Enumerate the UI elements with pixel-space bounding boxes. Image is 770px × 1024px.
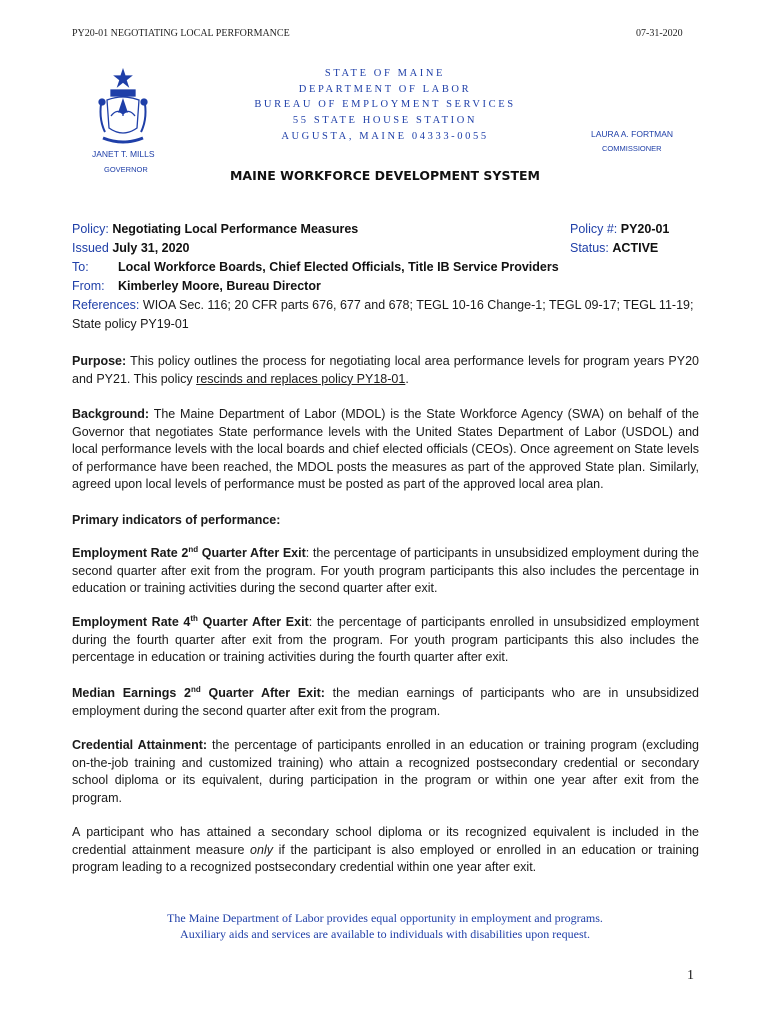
median-sup: nd — [190, 684, 201, 694]
median-label-b: Quarter After Exit: — [200, 686, 325, 700]
letterhead-bureau: BUREAU OF EMPLOYMENT SERVICES — [254, 99, 516, 110]
participant-text-a: A participant who has attained a secondary school diploma or its recognized equivalent is included in the credential attainment measure — [72, 825, 699, 857]
policy-name: Negotiating Local Performance Measures — [112, 222, 359, 236]
emp4-label-b: Quarter After Exit — [197, 615, 309, 629]
emp4-label — [72, 615, 309, 629]
credential-attainment-paragraph — [72, 737, 699, 807]
purpose-text: This policy outlines the process for negotiating local area performance levels for program years PY20 and PY21. This policy — [72, 354, 699, 386]
policy-number-label: Policy #: — [570, 222, 618, 236]
median-label-a: Median Earnings 2 — [72, 686, 191, 700]
policy-label: Policy: — [72, 222, 109, 236]
governor-name: JANET T. MILLS — [92, 149, 155, 159]
footer-auxiliary-aids: Auxiliary aids and services are available to individuals with disabilities upon request. — [180, 927, 590, 941]
rescind-policy-link[interactable]: rescinds and replaces policy PY18-01 — [196, 371, 406, 386]
letterhead-city: AUGUSTA, MAINE 04333-0055 — [281, 131, 489, 142]
from-sender: Kimberley Moore, Bureau Director — [118, 279, 321, 293]
document-title: MAINE WORKFORCE DEVELOPMENT SYSTEM — [229, 168, 540, 183]
indicators-heading: Primary indicators of performance: — [72, 513, 281, 527]
emp2-label — [72, 546, 306, 560]
references-label: References: — [72, 298, 140, 312]
commissioner-title: COMMISSIONER — [602, 144, 662, 153]
references-list: WIOA Sec. 116; 20 CFR parts 676, 677 and 678; TEGL 10-16 Change-1; TEGL 09-17; TEGL 11-19; — [142, 298, 694, 312]
participant-text-b: if the participant is also employed or enrolled in an education or training program leading to a recognized postsecondary credential within one year after exit. — [72, 842, 699, 875]
employment-rate-4th-paragraph — [72, 614, 699, 667]
emp2-text: : the percentage of participants in unsubsidized employment during the second quarter after exit from the program. For youth program participants this also includes the percentage in education or training activities during the second quarter after exit. — [72, 546, 699, 596]
maine-state-seal-icon — [97, 68, 149, 150]
emp2-label-b: Quarter After Exit — [198, 546, 306, 560]
emp2-label-a: Employment Rate 2 — [72, 546, 189, 560]
purpose-label: Purpose: — [72, 354, 127, 368]
letterhead-state: STATE OF MAINE — [324, 68, 446, 79]
governor-title: GOVERNOR — [104, 165, 148, 174]
to-label: To: — [72, 260, 89, 274]
emp4-sup: th — [190, 613, 198, 623]
to-recipients: Local Workforce Boards, Chief Elected Officials, Title IB Service Providers — [118, 260, 559, 274]
background-paragraph — [72, 406, 699, 494]
commissioner-name: LAURA A. FORTMAN — [591, 129, 674, 139]
issued-label: Issued — [72, 241, 109, 255]
median-earnings-paragraph — [72, 685, 699, 720]
participant-paragraph — [72, 824, 699, 877]
letterhead-street: 55 STATE HOUSE STATION — [292, 115, 478, 126]
purpose-end: . — [405, 371, 409, 386]
status-value: ACTIVE — [612, 241, 659, 255]
credential-text: the percentage of participants enrolled in an education or training program (excluding on-the-job training and customized training) who attain a recognized postsecondary credential or secondary school diploma or its equivalent, during participation in the program or within one year after exit from the program. — [72, 738, 699, 805]
references-list-cont: State policy PY19-01 — [72, 317, 189, 331]
participant-italic: only — [250, 842, 273, 857]
from-label: From: — [72, 279, 105, 293]
running-header-date: 07-31-2020 — [636, 28, 683, 39]
background-label: Background: — [72, 407, 150, 421]
issued-date: July 31, 2020 — [112, 241, 190, 255]
policy-metadata — [72, 220, 699, 334]
status-label: Status: — [570, 241, 609, 255]
page-number: 1 — [687, 968, 694, 983]
median-label — [72, 686, 325, 700]
letterhead-department: DEPARTMENT OF LABOR — [298, 84, 472, 95]
emp2-sup: nd — [188, 544, 199, 554]
running-header-left: PY20-01 NEGOTIATING LOCAL PERFORMANCE — [72, 28, 290, 39]
footer-equal-opportunity: The Maine Department of Labor provides equal opportunity in employment and programs. — [167, 911, 603, 925]
credential-label: Credential Attainment: — [72, 738, 208, 752]
policy-number: PY20-01 — [620, 222, 670, 236]
background-text: The Maine Department of Labor (MDOL) is the State Workforce Agency (SWA) on behalf of the Governor that negotiates State performance levels with the United States Department of Labor (USDOL) and local performance levels with the local boards and chief elected officials (CEOs). Once agreement on State levels of performance have been reached, the MDOL posts the measures as part of the approved State plan. Similarly, agreed upon local levels of performance must be posted as part of the approved local area plan. — [72, 407, 699, 492]
median-text: the median earnings of participants who are in unsubsidized employment during the second quarter after exit from the program. — [72, 686, 699, 718]
emp4-text: : the percentage of participants enrolled in unsubsidized employment during the fourth quarter after exit from the program. For youth program participants this also includes the percentage in education or training activities during the fourth quarter after exit. — [72, 615, 699, 665]
purpose-paragraph — [72, 353, 699, 388]
emp4-label-a: Employment Rate 4 — [72, 615, 191, 629]
employment-rate-2nd-paragraph — [72, 545, 699, 598]
